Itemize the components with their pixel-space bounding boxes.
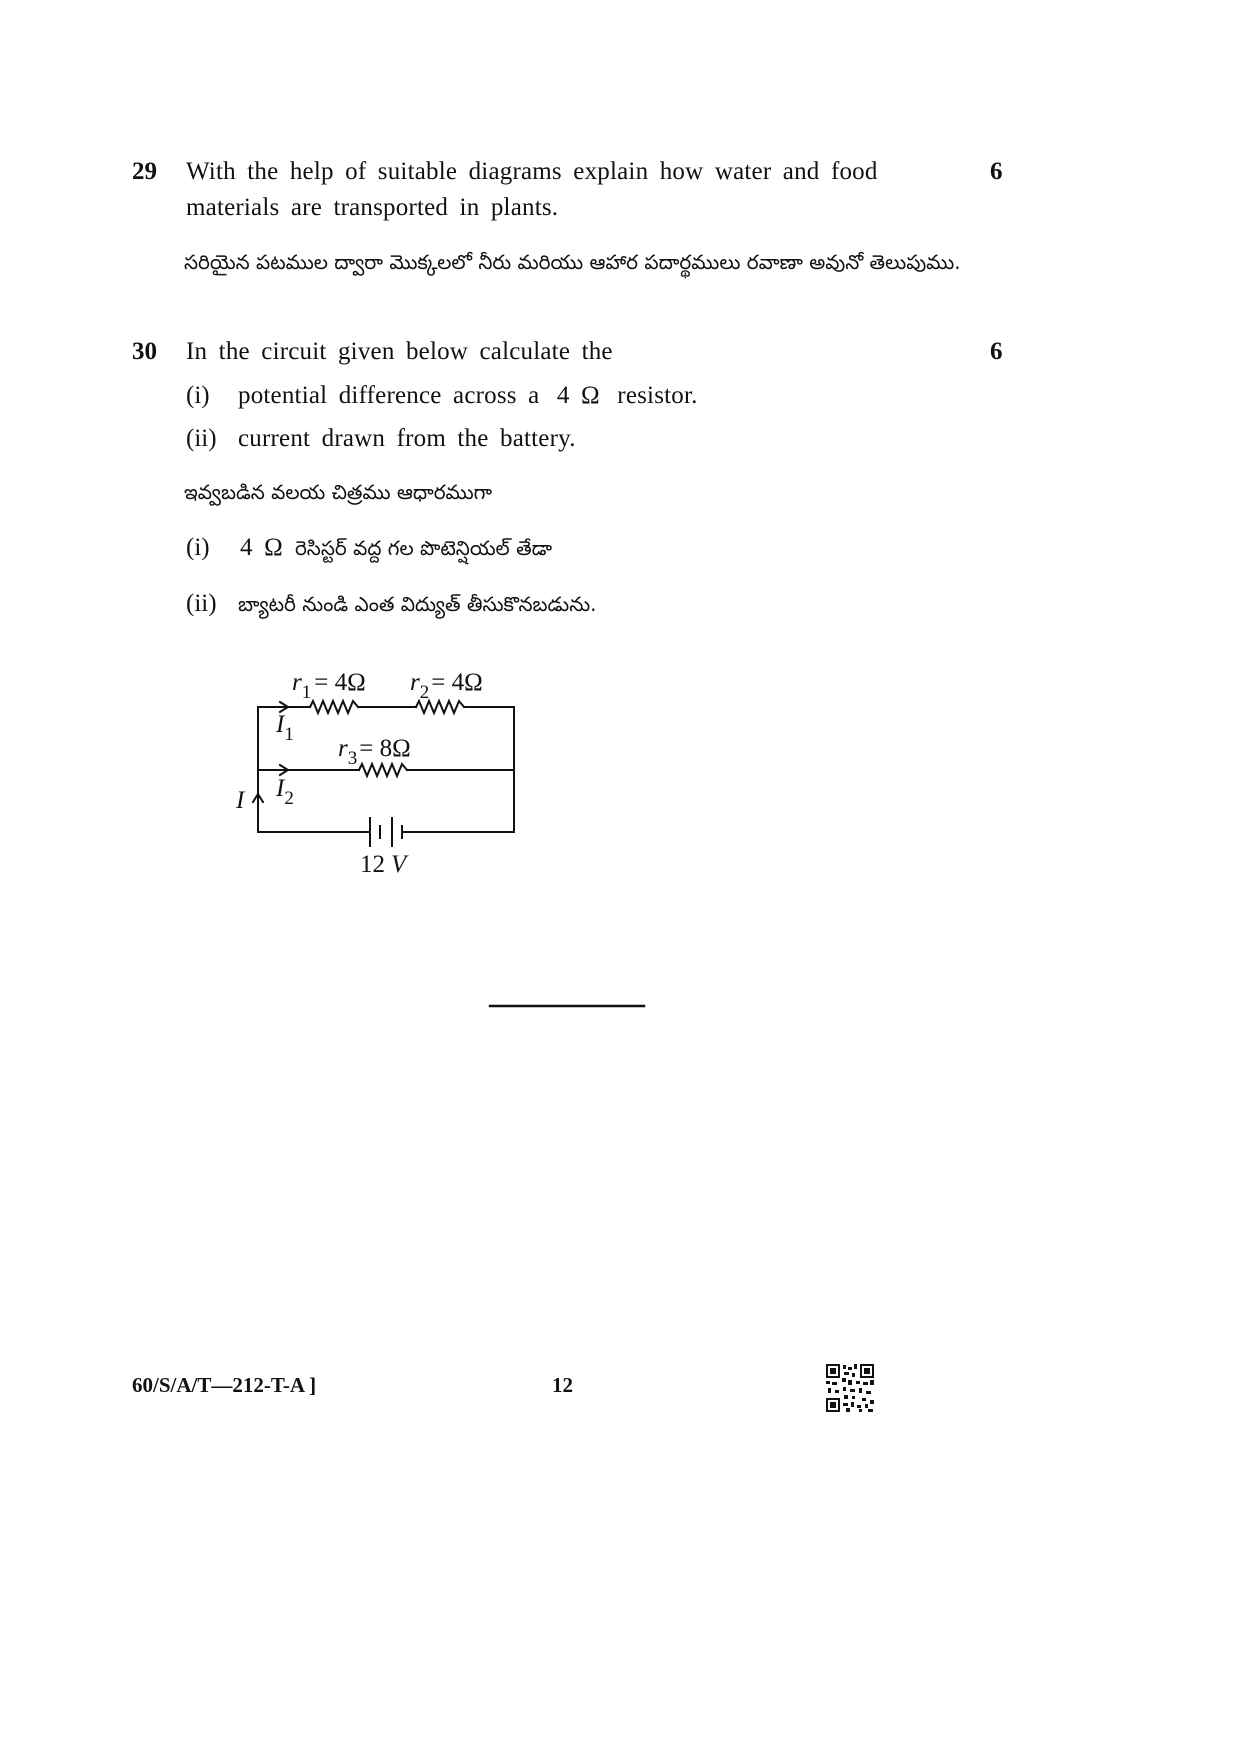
question-29-text-telugu: సరియైన పటముల ద్వారా మొక్కలలో నీరు మరియు ఆహార పదార్థములు రవాణా అవునో తెలుపుము. [184, 250, 961, 274]
question-29-text-line1: With the help of suitable diagrams explain how water and food [186, 158, 878, 185]
label-r3-sub: 3 [347, 748, 358, 769]
question-29-number: 29 [132, 158, 157, 185]
question-29-text-line2: materials are transported in plants. [186, 194, 559, 221]
question-29-marks: 6 [990, 158, 1003, 185]
question-30-text: In the circuit given below calculate the [186, 338, 613, 365]
part-ii-te-text: బ్యాటరీ నుండి ఎంత విద్యుత్ తీసుకొనబడును. [238, 592, 597, 616]
part-i-te-value: 4 Ω [240, 534, 283, 561]
label-r2-value: = 4Ω [431, 669, 483, 696]
label-i2-sub: 2 [284, 788, 294, 809]
label-i1-sub: 1 [284, 724, 294, 745]
label-r3-symbol: r [338, 735, 348, 762]
part-i-text-pre: potential difference across a [238, 382, 540, 409]
label-i1-symbol: I [276, 711, 285, 738]
label-r1 [292, 669, 366, 703]
label-r1-symbol: r [292, 669, 302, 696]
qr-code [826, 1364, 874, 1412]
question-30-marks: 6 [990, 338, 1003, 365]
label-i2-symbol: I [276, 775, 285, 802]
label-i: I [236, 787, 245, 814]
part-i-label: (i) [186, 382, 210, 409]
footer-page-number: 12 [552, 1373, 573, 1397]
label-r2 [410, 669, 483, 703]
part-i-text-post: resistor. [617, 382, 698, 409]
label-r1-sub: 1 [301, 682, 312, 703]
resistor-r1 [310, 701, 358, 713]
part-i-te-label: (i) [186, 534, 210, 561]
part-ii-label: (ii) [186, 425, 217, 452]
label-battery [360, 851, 409, 878]
footer-code: 60/S/A/T—212-T-A ] [132, 1373, 317, 1397]
label-r3 [338, 735, 411, 769]
label-r2-sub: 2 [419, 682, 430, 703]
label-r1-value: = 4Ω [314, 669, 366, 696]
part-i-te-desc: రెసిస్టర్ వద్ద గల పొటెన్షియల్ తేడా [294, 536, 553, 560]
part-ii-te-label: (ii) [186, 590, 217, 617]
question-30-number: 30 [132, 338, 157, 365]
label-r2-symbol: r [410, 669, 420, 696]
label-battery-num: 12 [360, 851, 385, 878]
label-i2 [275, 775, 294, 809]
part-i-value: 4 Ω [556, 382, 600, 409]
label-r3-value: = 8Ω [359, 735, 411, 762]
label-i1 [275, 711, 294, 745]
resistor-r3 [359, 764, 407, 776]
label-battery-unit: V [391, 851, 407, 878]
question-30-text-telugu: ఇవ్వబడిన వలయ చిత్రము ఆధారముగా [184, 480, 493, 504]
part-ii-text: current drawn from the battery. [238, 425, 576, 452]
